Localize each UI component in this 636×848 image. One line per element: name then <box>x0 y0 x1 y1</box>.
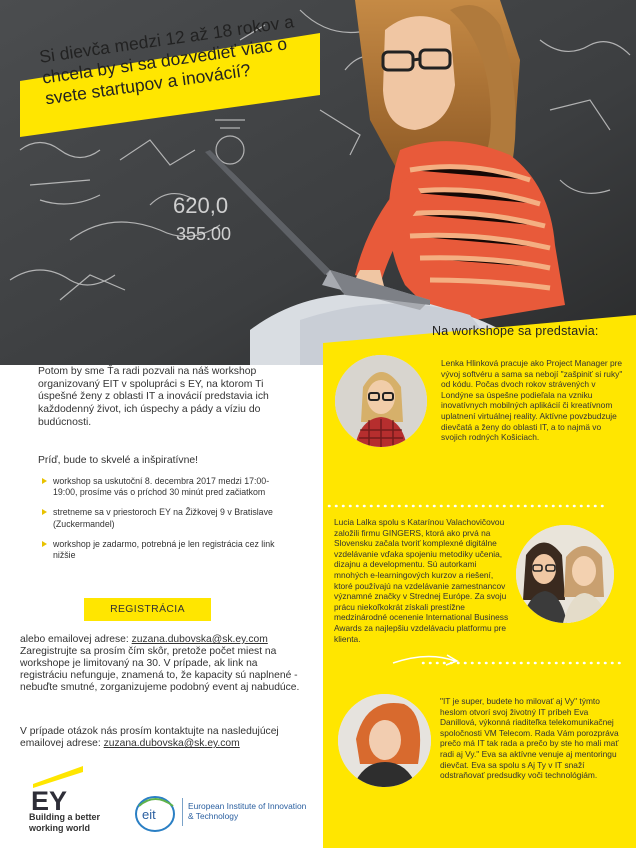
bullet-triangle-icon <box>42 541 47 547</box>
contact-prefix: alebo emailovej adrese: <box>20 634 132 645</box>
eit-divider <box>182 798 183 826</box>
ey-tagline-text: Building a better working world <box>29 812 101 833</box>
ey-tagline <box>29 812 119 833</box>
contact-email-link[interactable]: zuzana.dubovska@sk.ey.com <box>131 634 268 645</box>
contact-text <box>20 634 305 694</box>
contact-details: Zaregistrujte sa prosím čím skôr, pretože počet miest na workshope je limitovaný na 30. V prípade, ak link na registráciu nefunguje, znamená to, že kapacity sú naplnené - nebuďte smutné, zorganizujeme podobný event aj nabudúce. <box>20 646 300 694</box>
headline-text: Si dievča medzi 12 až 18 rokov a chcela by si sa dozvedieť viac o svete startupov a inovácií? <box>38 11 296 109</box>
invite-line: Príď, bude to skvelé a inšpiratívne! <box>38 455 199 466</box>
headline-banner <box>20 11 320 137</box>
chalk-number-2: 355.00 <box>176 224 232 244</box>
eit-name <box>188 801 308 821</box>
questions-text <box>20 726 305 750</box>
info-list <box>40 476 280 570</box>
questions-email-link[interactable]: zuzana.dubovska@sk.ey.com <box>103 738 240 750</box>
eit-logo-text: eit <box>142 807 156 822</box>
speaker-photo-lenka <box>335 355 427 447</box>
list-item-text: workshop sa uskutoční 8. decembra 2017 medzi 17:00-19:00, prosíme vás o príchod 30 minút pred začiatkom <box>53 476 270 498</box>
workshop-title: Na workshope sa predstavia: <box>432 324 599 338</box>
speaker-2-text: Lucia Lalka spolu s Katarínou Valachovičovou založili firmu GINGERS, ktorá ako prvá na Slovensku začala tvoriť komplexné digitálne vzdelávanie vďaka spojeniu metodiky učenia, dizajnu a developmentu. Sú autorkami mnohých e-learningových kurzov a riešení, ktoré používajú na vzdelávanie zamestnancov významné značky v Strednej Európe. Za svoju prácu niekoľkokrát získali prestížne medzinárodné ocenenie International Business Awards za najlepšiu vzdelávaciu platformu pre klienta. <box>334 517 509 644</box>
chalk-number-1: 620,0 <box>173 193 229 218</box>
speaker-1-text: Lenka Hlinková pracuje ako Project Manager pre vývoj softvéru a sama sa nebojí "zašpiniť si ruky" od kódu. Počas dvoch rokov strávených v Londýne sa úspešne podieľala na vzniku inovatívnych mobilných aplikácií či kreatívnom uplatnení virtuálnej reality. Aktívne povzbudzuje dievčatá a ženy do oblasti IT, a to najmä vo svojich rodných Košiciach. <box>441 358 623 443</box>
bullet-triangle-icon <box>42 478 47 484</box>
eit-logo <box>133 794 179 834</box>
list-item <box>40 507 280 529</box>
questions-prefix: V prípade otázok nás prosím kontaktujte na nasledujúcej emailovej adrese: <box>20 726 279 750</box>
intro-text: Potom by sme Ťa radi pozvali na náš workshop organizovaný EIT v spolupráci s EY, na ktorom Ti úspešné ženy z oblasti IT a inovácií predstavia ich každodenný život, ich úspechy a pády a víziu do budúcnosti. <box>38 366 269 428</box>
eit-name-text: European Institute of Innovation & Technology <box>188 801 307 821</box>
register-button[interactable]: REGISTRÁCIA <box>84 598 211 621</box>
list-item-text: stretneme sa v priestoroch EY na Žižkovej 9 v Bratislave (Zuckermandel) <box>53 507 273 529</box>
speaker-3-text: "IT je super, budete ho milovať aj Vy" týmto heslom otvorí svoj životný IT príbeh Eva Danillová, výkonná riaditeľka telekomunikačnej spoločnosti VM Telecom. Rada Vám porozpráva prečo má IT tak rada a prečo by ste ho mali mať radi aj Vy." Eva sa aktívne venuje aj mentoringu dievčat. Eva sa spolu s Aj Ty v IT snaží odstraňovať predsudky voči technológiám. <box>440 696 619 781</box>
ey-logo-text: EY <box>31 786 68 813</box>
speaker-photo-gingers <box>516 525 614 623</box>
bullet-triangle-icon <box>42 509 47 515</box>
speaker-photo-eva <box>338 694 431 787</box>
list-item-text: workshop je zadarmo, potrebná je len registrácia cez link nižšie <box>53 538 275 561</box>
list-item <box>40 539 280 561</box>
list-item <box>40 476 280 498</box>
